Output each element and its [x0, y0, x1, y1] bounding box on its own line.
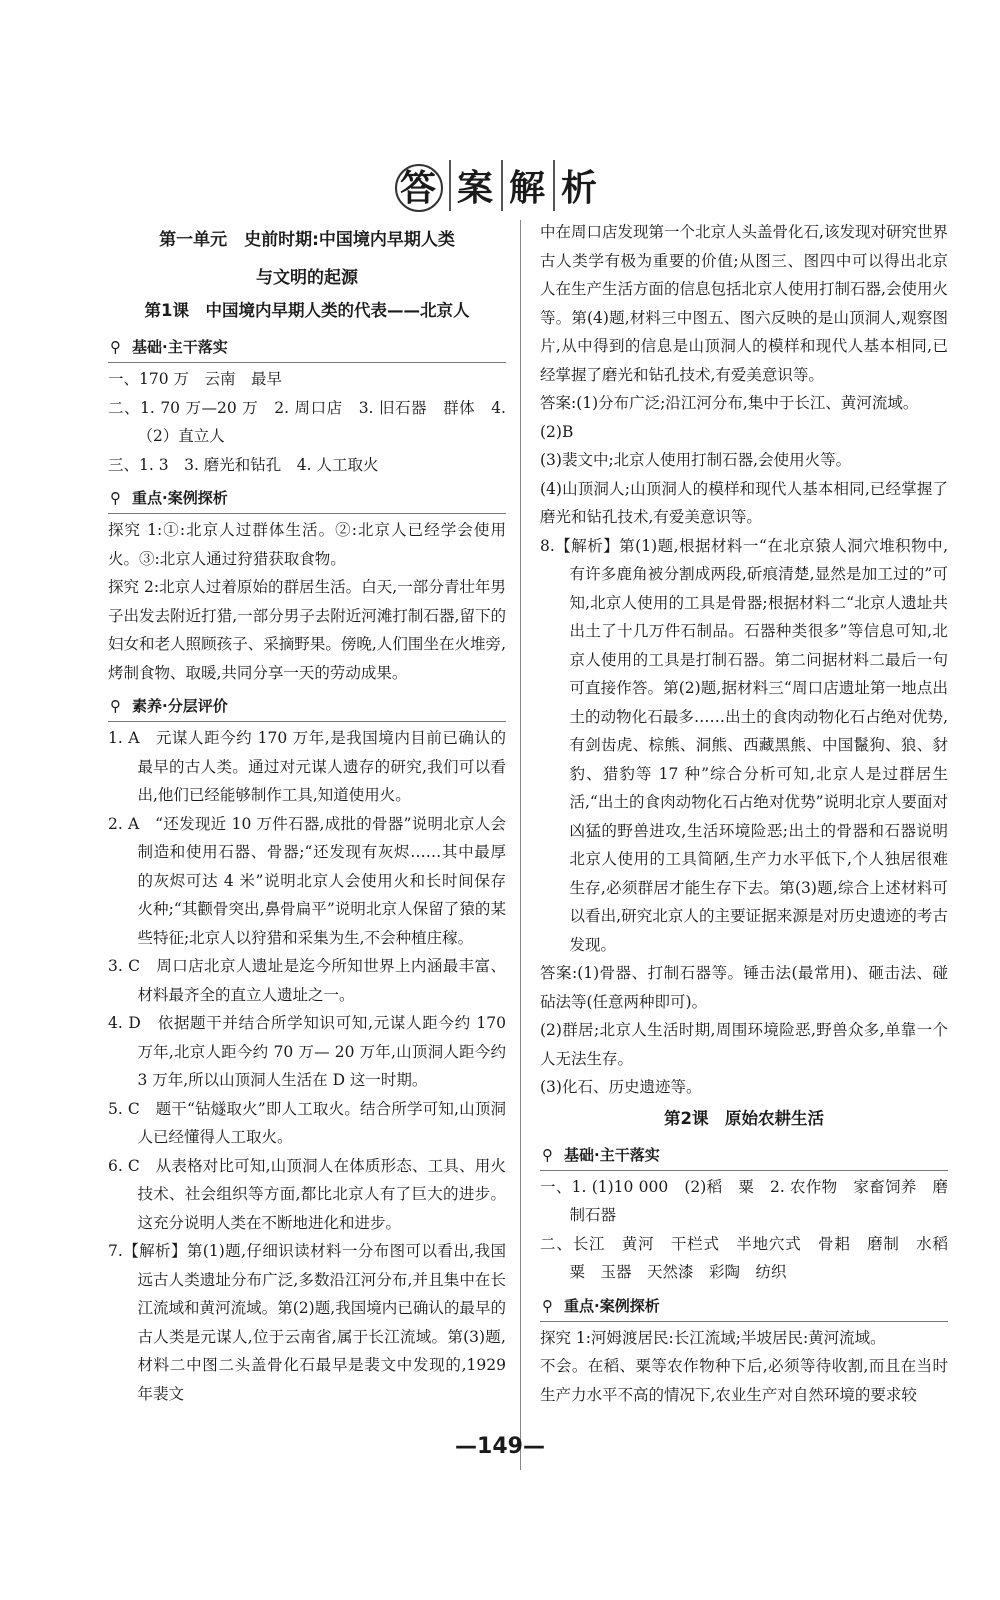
- right-column: [540, 218, 964, 1409]
- magnifier-icon: ⚲: [110, 697, 121, 715]
- explore-paragraph: 探究 1:河姆渡居民:长江流域;半坡居民:黄河流域。: [540, 1328, 886, 1347]
- page-number: —149—: [455, 1434, 545, 1459]
- explore-paragraph: 探究 1:①:北京人过群体生活。②:北京人已经学会使用火。③:北京人通过狩猎获取食物。: [108, 521, 506, 568]
- section-heading-quality: ⚲ 素养·分层评价: [108, 691, 506, 722]
- question-answer: 8.【解析】第(1)题,根据材料一“在北京猿人洞穴堆积物中,有许多鹿角被分割成两段,斫痕清楚,显然是加工过的”可知,北京人使用的工具是骨器;根据材料二“北京人遗址共出土了十几万件石制品。石器种类很多”等信息可知,北京人使用的工具是打制石器。第二问据材料二最后一句可直接作答。第(2)题,据材料三“周口店遗址第一地点出土的动物化石最多……出土的食肉动物化石占绝对优势,有剑齿虎、棕熊、洞熊、西藏黑熊、中国鬣狗、狼、豺豹、猎豹等 17 种”综合分析可知,北京人是过群居生活,“出土的食肉动物化石占绝对优势”说明北京人要面对凶猛的野兽进攻,生活环境险恶;出土的骨器和石器说明北京人使用的工具简陋,生产力水平低下,个人独居很难生存,必须群居才能生存下去。第(3)题,综合上述材料可以看出,研究北京人的主要证据来源是对历史遗迹的考古发现。: [540, 536, 948, 954]
- answer-line: 一、1. (1)10 000 (2)稻 粟 2. 农作物 家畜饲养 磨制石器: [540, 1177, 948, 1224]
- answer-line: (4)山顶洞人;山顶洞人的模样和现代人基本相同,已经掌握了磨光和钻孔技术,有爱美意识等。: [540, 479, 948, 526]
- answer-line: 二、长江 黄河 干栏式 半地穴式 骨耜 磨制 水稻 粟 玉器 天然漆 彩陶 纺织: [540, 1234, 964, 1281]
- answer-line: 答案:(1)骨器、打制石器等。锤击法(最常用)、砸击法、碰砧法等(任意两种即可)。: [540, 964, 948, 1011]
- title-char: 答: [395, 164, 443, 212]
- answer-line: 答案:(1)分布广泛;沿江河分布,集中于长江、黄河流域。: [540, 394, 919, 412]
- question-answer: 6. C 从表格对比可知,山顶洞人在体质形态、工具、用火技术、社会组织等方面,都比北京人有了巨大的进步。这充分说明人类在不断地进化和进步。: [108, 1156, 506, 1232]
- question-answer: 7.【解析】第(1)题,仔细识读材料一分布图可以看出,我国远古人类遗址分布广泛,多数沿江河分布,并且集中在长江流域和黄河流域。第(2)题,我国境内已确认的最早的古人类是元谋人,位于云南省,属于长江流域。第(3)题,材料二中图二头盖骨化石最早是裴文中发现的,1929 年裴文: [108, 1242, 506, 1403]
- page-title: [0, 160, 1000, 212]
- magnifier-icon: ⚲: [110, 489, 121, 507]
- lesson-title: 第2课 原始农耕生活: [664, 1108, 824, 1128]
- question-answer: 2. A “还发现近 10 万件石器,成批的骨器”说明北京人会制造和使用石器、骨器;“还发现有灰烬……其中最厚的灰烬可达 4 米”说明北京人会使用火和长时间保存火种;“其颧骨突出,鼻骨扁平”说明北京人保留了猿的某些特征;北京人以狩猎和采集为生,不会种植庄稼。: [108, 814, 506, 947]
- magnifier-icon: ⚲: [542, 1145, 553, 1164]
- question-answer: 5. C 题干“钻燧取火”即人工取火。结合所学可知,山顶洞人已经懂得人工取火。: [108, 1099, 506, 1146]
- question-answer: 3. C 周口店北京人遗址是迄今所知世界上内涵最丰富、材料最齐全的直立人遗址之一。: [108, 957, 506, 1004]
- explore-paragraph: 不会。在稻、粟等农作物种下后,必须等待收割,而且在当时生产力水平不高的情况下,农业生产对自然环境的要求较: [540, 1357, 948, 1404]
- explore-paragraph: 探究 2:北京人过着原始的群居生活。白天,一部分青壮年男子出发去附近打猎,一部分男子去附近河滩打制石器,留下的妇女和老人照顾孩子、采摘野果。傍晚,人们围坐在火堆旁,烤制食物、取暖,共同分享一天的劳动成果。: [108, 578, 506, 682]
- answer-line: 三、1. 3 3. 磨光和钻孔 4. 人工取火: [108, 455, 379, 474]
- section-heading-basic: ⚲ 基础·主干落实: [108, 332, 506, 363]
- section-heading-basic: ⚲ 基础·主干落实: [540, 1140, 948, 1171]
- answer-line: 二、1. 70 万—20 万 2. 周口店 3. 旧石器 群体 4.（2）直立人: [108, 398, 506, 445]
- unit-subtitle: 与文明的起源: [256, 268, 358, 288]
- title-char: 案: [449, 160, 501, 211]
- question-answer: 4. D 依据题干并结合所学知识可知,元谋人距今约 170 万年,北京人距今约 70 万— 20 万年,山顶洞人距今约 3 万年,所以山顶洞人生活在 D 这一时期。: [108, 1014, 506, 1089]
- answer-line: (3)裴文中;北京人使用打制石器,会使用火等。: [540, 451, 852, 469]
- title-char: 析: [553, 160, 605, 211]
- answer-line: 一、170 万 云南 最早: [108, 370, 283, 388]
- magnifier-icon: ⚲: [542, 1296, 553, 1315]
- title-char: 解: [501, 160, 553, 211]
- answer-line: (2)B: [540, 422, 574, 441]
- answer-line: (2)群居;北京人生活时期,周围环境险恶,野兽众多,单靠一个人无法生存。: [540, 1021, 948, 1068]
- section-heading-key: ⚲ 重点·案例探析: [108, 483, 506, 514]
- analysis-continued: 中在周口店发现第一个北京人头盖骨化石,该发现对研究世界古人类学有极为重要的价值;从图三、图四中可以得出北京人在生产生活方面的信息包括北京人使用打制石器,会使用火等。第(4)题,材料三中图五、图六反映的是山顶洞人,观察图片,从中得到的信息是山顶洞人的模样和现代人基本相同,已经掌握了磨光和钻孔技术,有爱美意识等。: [540, 223, 948, 384]
- left-column: [108, 218, 506, 1408]
- section-heading-key: ⚲ 重点·案例探析: [540, 1291, 948, 1322]
- lesson-title: 第1课 中国境内早期人类的代表——北京人: [144, 301, 470, 320]
- magnifier-icon: ⚲: [110, 338, 121, 356]
- column-divider: [520, 220, 521, 1470]
- question-answer: 1. A 元谋人距今约 170 万年,是我国境内目前已确认的最早的古人类。通过对元谋人遗存的研究,我们可以看出,他们已经能够制作工具,知道使用火。: [108, 729, 506, 804]
- unit-title: 第一单元 史前时期:中国境内早期人类: [159, 230, 455, 250]
- answer-line: (3)化石、历史遗迹等。: [540, 1078, 702, 1096]
